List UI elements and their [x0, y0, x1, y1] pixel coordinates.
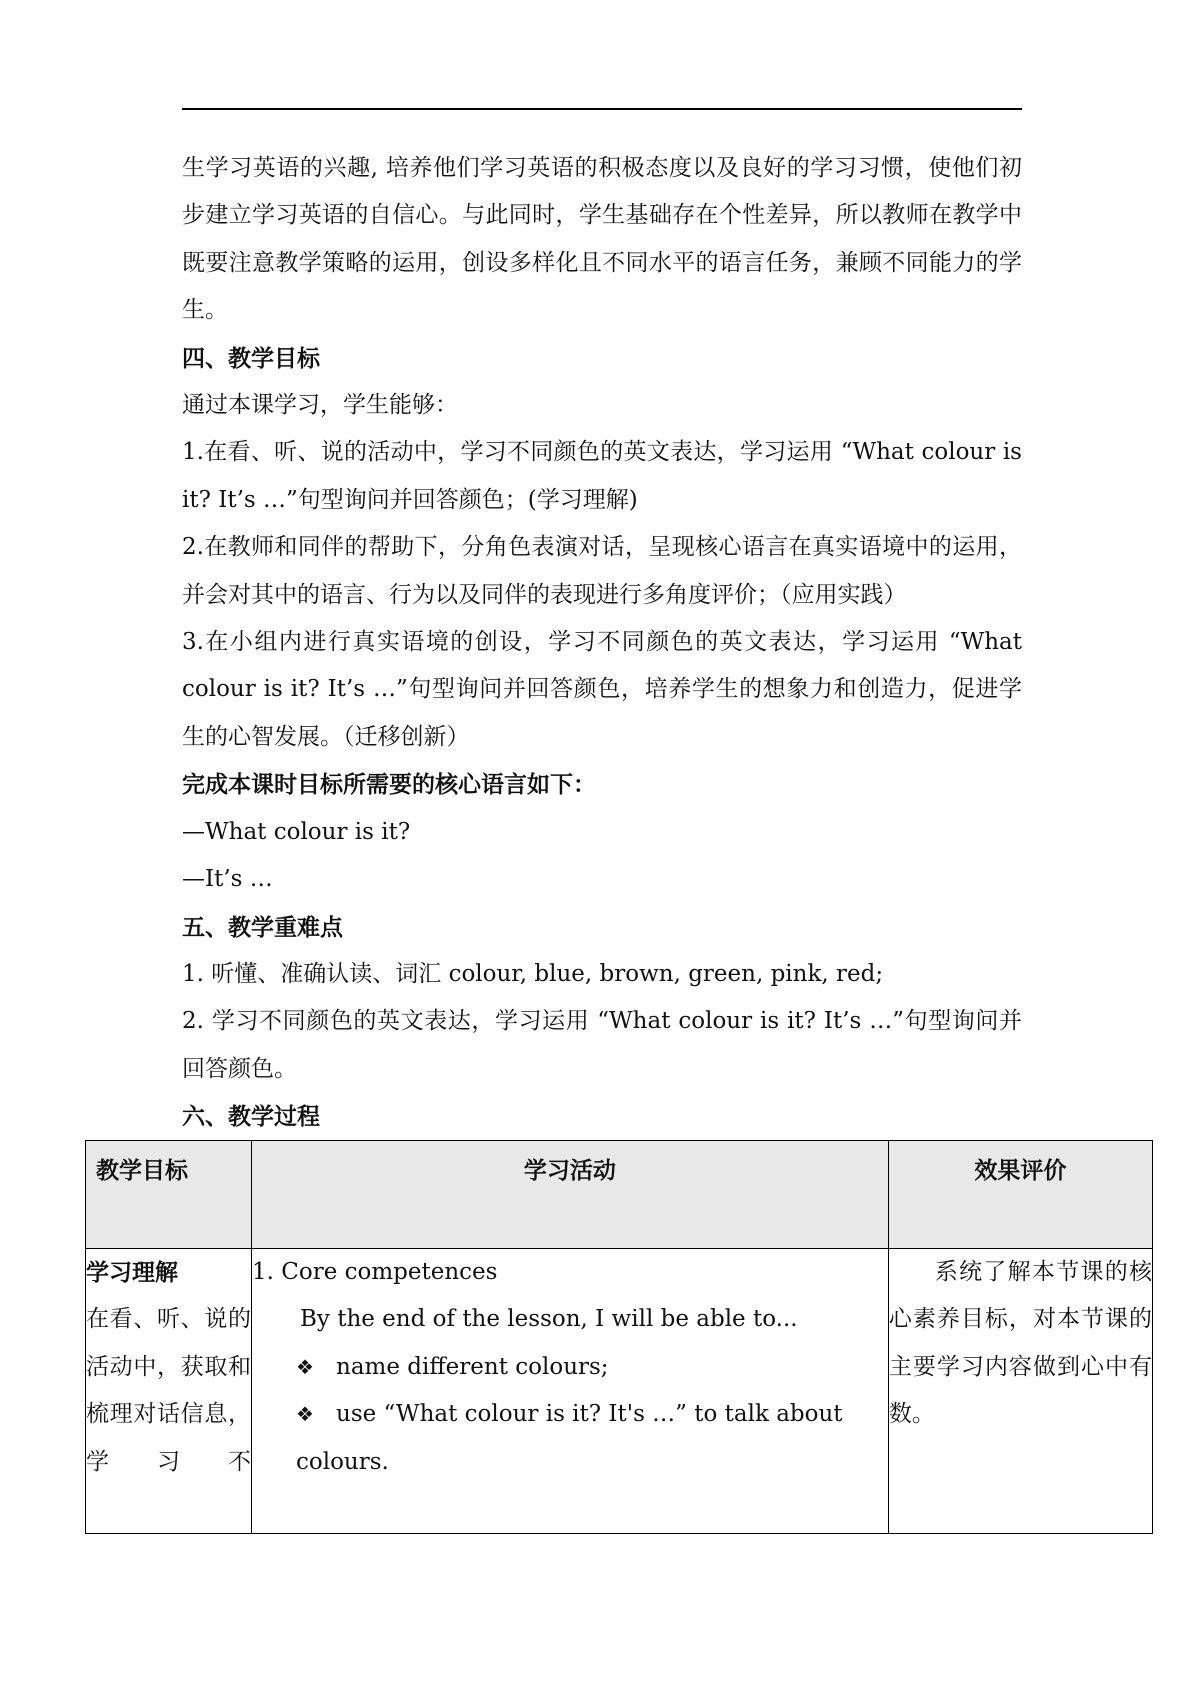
evaluation-cell: [888, 1249, 1152, 1534]
goal-item-3: 3.在小组内进行真实语境的创设，学习不同颜色的英文表达，学习运用 “What colour is it? It’s …”句型询问并回答颜色，培养学生的想象力和创造力，促进学生的心智发展。（迁移创新）: [182, 629, 1022, 750]
header-learning-activity: 学习活动: [252, 1141, 889, 1249]
goal-item-1: 1.在看、听、说的活动中，学习不同颜色的英文表达，学习运用 “What colour is it? It’s …”句型询问并回答颜色；(学习理解): [182, 439, 1022, 513]
paragraph-student-interest: 生学习英语的兴趣, 培养他们学习英语的积极态度以及良好的学习习惯，使他们初步建立学习英语的自信心。与此同时，学生基础存在个性差异，所以教师在教学中既要注意教学策略的运用，创设多样化且不同水平的语言任务，兼顾不同能力的学生。: [182, 155, 1022, 324]
document-body: [182, 145, 1022, 1141]
heading-core-language: 完成本课时目标所需要的核心语言如下：: [182, 771, 596, 799]
header-rule: [182, 108, 1022, 110]
list-item: [252, 1344, 888, 1391]
key-point-1: 1. 听懂、准确认读、词汇 colour, blue, brown, green, pink, red;: [182, 960, 884, 987]
goal-title: 学习理解: [86, 1259, 178, 1286]
evaluation-text: 系统了解本节课的核心素养目标，对本节课的主要学习内容做到心中有数。: [888, 1259, 1152, 1428]
bullet-text: name different colours;: [336, 1353, 609, 1380]
header-evaluation: 效果评价: [888, 1141, 1152, 1249]
diamond-bullet-icon: ❖: [296, 1402, 314, 1427]
teaching-process-table: [85, 1140, 1153, 1534]
core-language-question: —What colour is it?: [182, 818, 411, 845]
activity-cell: [252, 1249, 889, 1534]
table-row: [86, 1249, 1153, 1534]
table-header-row: [86, 1141, 1153, 1249]
bullet-text: use “What colour is it? It's …” to talk about colours.: [296, 1401, 843, 1475]
paragraph-goals-intro: 通过本课学习，学生能够：: [182, 392, 458, 419]
key-point-2: 2. 学习不同颜色的英文表达，学习运用 “What colour is it? It’s …”句型询问并回答颜色。: [182, 1008, 1022, 1082]
diamond-bullet-icon: ❖: [296, 1354, 314, 1379]
header-teaching-goal: 教学目标: [86, 1141, 252, 1249]
heading-key-points: 五、教学重难点: [182, 913, 343, 941]
heading-teaching-process: 六、教学过程: [182, 1103, 320, 1131]
activity-intro: By the end of the lesson, I will be able to...: [300, 1306, 798, 1333]
heading-teaching-goals: 四、教学目标: [182, 344, 320, 372]
core-language-answer: —It’s …: [182, 866, 273, 893]
goal-item-2: 2.在教师和同伴的帮助下，分角色表演对话，呈现核心语言在真实语境中的运用，并会对其中的语言、行为以及同伴的表现进行多角度评价；（应用实践）: [182, 534, 1022, 608]
goal-text: 在看、听、说的活动中，获取和梳理对话信息，学习不: [86, 1306, 251, 1475]
activity-title: 1. Core competences: [252, 1259, 498, 1285]
goal-cell: [86, 1249, 252, 1534]
list-item: [252, 1391, 888, 1486]
